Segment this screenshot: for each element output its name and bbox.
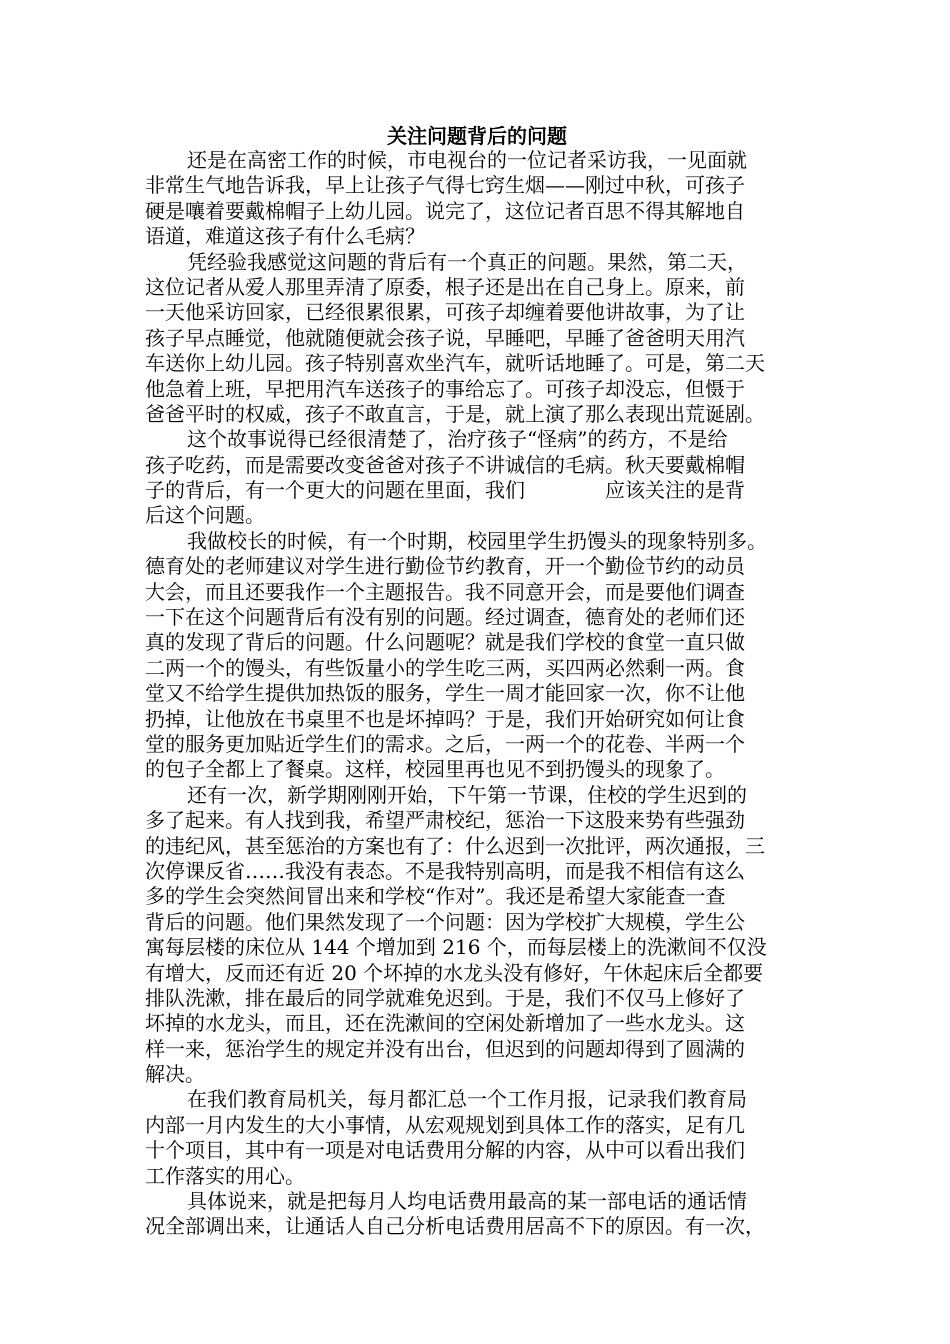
text-line: 多的学生会突然间冒出来和学校“作对”。我还是希望大家能查一查 (145, 884, 726, 909)
text-line: 爸爸平时的权威，孩子不敢直言，于是，就上演了那么表现出荒诞剧。 (145, 401, 765, 426)
text-line: 我做校长的时候，有一个时期，校园里学生扔馒头的现象特别多。 (187, 528, 767, 553)
text-line: 他急着上班，早把用汽车送孩子的事给忘了。可孩子却没忘，但慑于 (145, 376, 745, 401)
text-line: 排队洗漱，排在最后的同学就难免迟到。于是，我们不仅马上修好了 (145, 985, 745, 1010)
document-body (145, 148, 809, 1240)
text-line: 子的背后，有一个更大的问题在里面，我们 应该关注的是背 (145, 478, 745, 503)
text-line: 内部一月内发生的大小事情，从宏观规划到具体工作的落实，足有几 (145, 1112, 745, 1137)
text-line: 还是在高密工作的时候，市电视台的一位记者采访我，一见面就 (187, 148, 747, 172)
text-line: 这位记者从爱人那里弄清了原委，根子还是出在自己身上。原来，前 (145, 274, 745, 299)
text-line: 非常生气地告诉我，早上让孩子气得七窍生烟——刚过中秋，可孩子 (145, 173, 745, 198)
text-line: 还有一次，新学期刚刚开始，下午第一节课，住校的学生迟到的 (187, 782, 747, 807)
text-line: 况全部调出来，让通话人自己分析电话费用居高不下的原因。有一次， (145, 1214, 765, 1239)
text-line: 扔掉，让他放在书桌里不也是坏掉吗？于是，我们开始研究如何让食 (145, 706, 745, 731)
text-line: 的包子全都上了餐桌。这样，校园里再也见不到扔馒头的现象了。 (145, 757, 725, 782)
text-line: 这个故事说得已经很清楚了，治疗孩子“怪病”的药方，不是给 (187, 427, 728, 452)
text-line: 十个项目，其中有一项是对电话费用分解的内容，从中可以看出我们 (145, 1138, 745, 1163)
text-line: 的违纪风，甚至惩治的方案也有了：什么迟到一次批评，两次通报，三 (145, 833, 765, 858)
text-line: 语道，难道这孩子有什么毛病？ (145, 224, 425, 249)
text-line: 坏掉的水龙头，而且，还在洗漱间的空闲处新增加了一些水龙头。这 (145, 1011, 745, 1036)
text-line: 一天他采访回家，已经很累很累，可孩子却缠着要他讲故事，为了让 (145, 300, 745, 325)
text-line: 堂的服务更加贴近学生们的需求。之后，一两一个的花卷、半两一个 (145, 731, 745, 756)
text-line: 具体说来，就是把每月人均电话费用最高的某一部电话的通话情 (187, 1189, 747, 1214)
text-line: 工作落实的用心。 (145, 1163, 305, 1188)
text-line: 德育处的老师建议对学生进行勤俭节约教育，开一个勤俭节约的动员 (145, 554, 745, 579)
text-line: 孩子吃药，而是需要改变爸爸对孩子不讲诚信的毛病。秋天要戴棉帽 (145, 452, 745, 477)
text-line: 一下在这个问题背后有没有别的问题。经过调查，德育处的老师们还 (145, 605, 745, 630)
text-line: 寓每层楼的床位从 144 个增加到 216 个，而每层楼上的洗漱间不仅没 (145, 935, 767, 960)
text-line: 硬是嚷着要戴棉帽子上幼儿园。说完了，这位记者百思不得其解地自 (145, 198, 745, 223)
text-line: 有增大，反而还有近 20 个坏掉的水龙头没有修好，午休起床后全都要 (145, 960, 764, 985)
text-line: 样一来，惩治学生的规定并没有出台，但迟到的问题却得到了圆满的 (145, 1036, 745, 1061)
text-line: 车送你上幼儿园。孩子特别喜欢坐汽车，就听话地睡了。可是，第二天 (145, 351, 765, 376)
text-line: 孩子早点睡觉，他就随便就会孩子说，早睡吧，早睡了爸爸明天用汽 (145, 325, 745, 350)
text-line: 次停课反省……我没有表态。不是我特别高明，而是我不相信有这么 (145, 858, 745, 883)
text-line: 在我们教育局机关，每月都汇总一个工作月报，记录我们教育局 (187, 1087, 747, 1112)
text-line: 二两一个的馒头，有些饭量小的学生吃三两，买四两必然剩一两。食 (145, 655, 745, 680)
text-line: 大会，而且还要我作一个主题报告。我不同意开会，而是要他们调查 (145, 579, 745, 604)
text-line: 后这个问题。 (145, 503, 265, 528)
text-line: 多了起来。有人找到我，希望严肃校纪，惩治一下这股来势有些强劲 (145, 808, 745, 833)
text-line: 凭经验我感觉这问题的背后有一个真正的问题。果然，第二天， (187, 249, 747, 274)
document-title: 关注问题背后的问题 (387, 124, 567, 148)
text-line: 堂又不给学生提供加热饭的服务，学生一周才能回家一次，你不让他 (145, 681, 745, 706)
text-line: 背后的问题。他们果然发现了一个问题：因为学校扩大规模，学生公 (145, 909, 745, 934)
text-line: 真的发现了背后的问题。什么问题呢？就是我们学校的食堂一直只做 (145, 630, 745, 655)
text-line: 解决。 (145, 1062, 205, 1087)
